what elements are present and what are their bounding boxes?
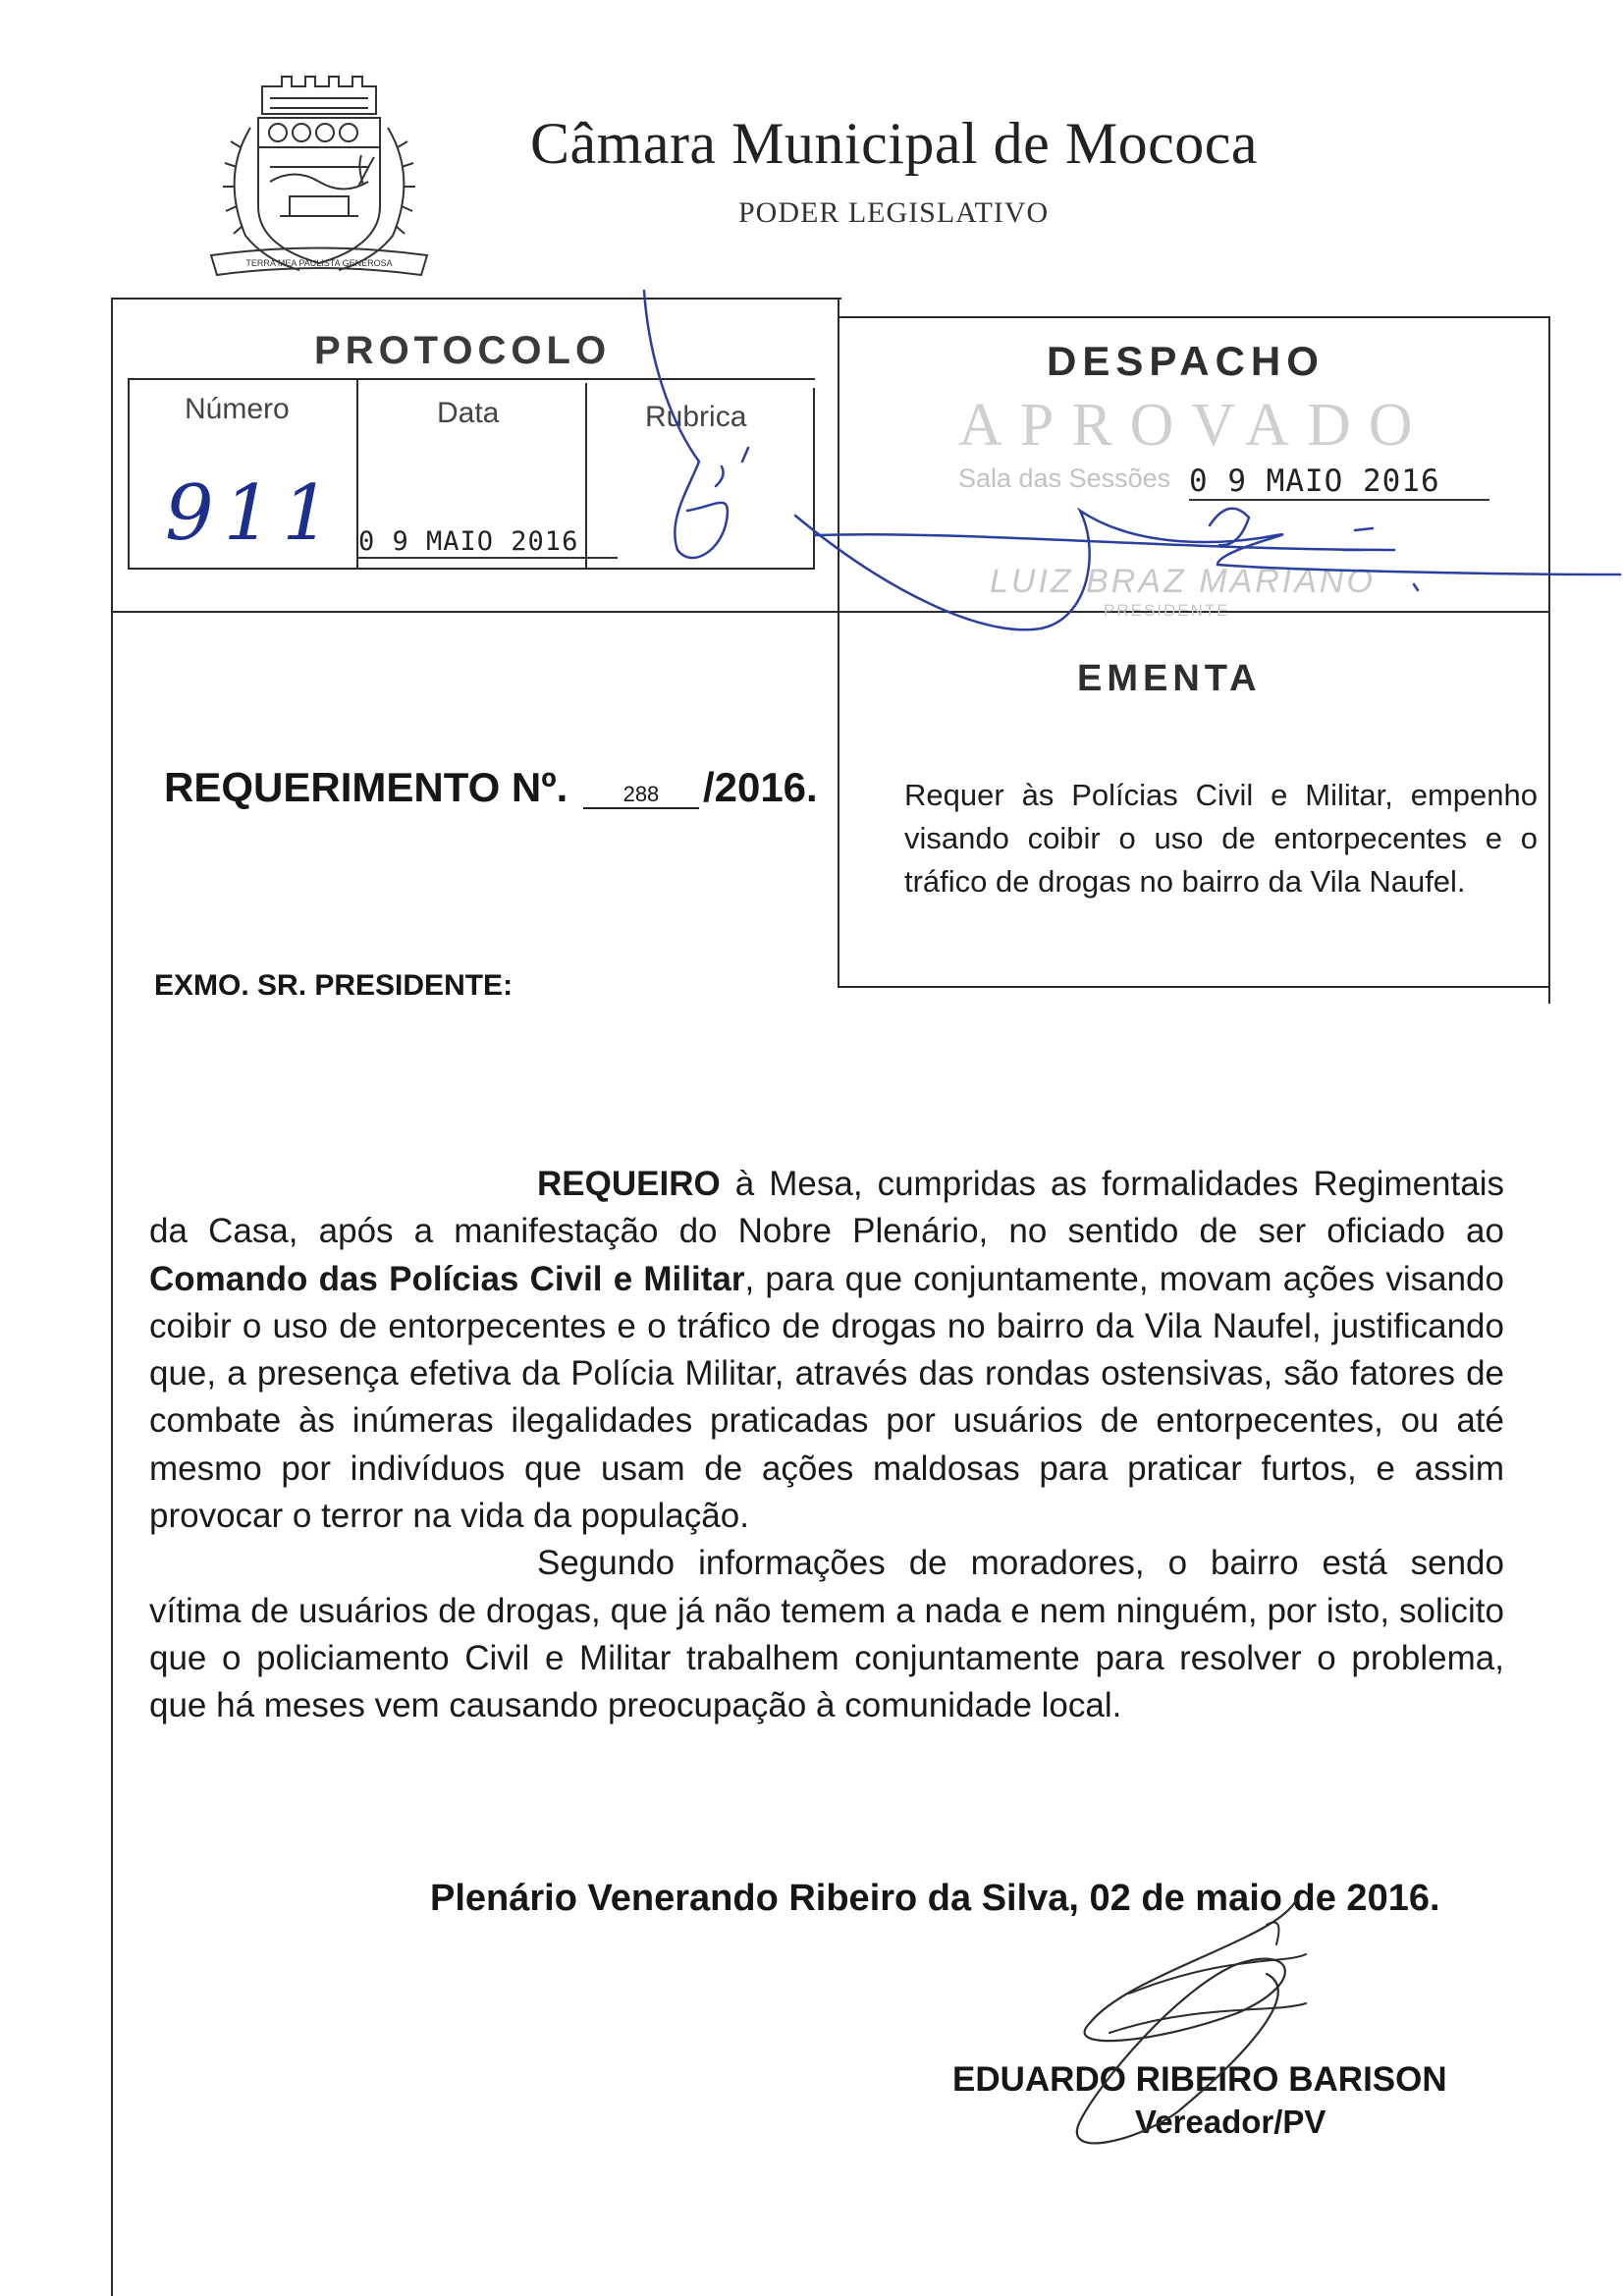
protocolo-rubrica-label: Rubrica [645, 401, 747, 433]
body-text [149, 1161, 1504, 1730]
frame-left [111, 298, 113, 2296]
protocolo-grid-right [813, 388, 815, 570]
frame-right [1548, 316, 1550, 1004]
municipal-crest-logo [201, 69, 437, 290]
signer-name: EDUARDO RIBEIRO BARISON [952, 2060, 1447, 2099]
body-p1-bold: Comando das Polícias Civil e Militar [149, 1259, 745, 1298]
protocolo-date-label: Data [437, 397, 500, 429]
frame-middle-vertical [838, 300, 839, 987]
body-p1-part-a: à Mesa, cumpridas as formalidades Regimentais da Casa, após a manifestação do Nobre Plenário, no sentido de ser oficiado ao [149, 1165, 1504, 1251]
approved-stamp-date: 0 9 MAIO 2016 [1189, 464, 1489, 501]
protocolo-number-handwritten: 911 [165, 469, 341, 558]
protocolo-grid-top [128, 378, 815, 380]
approved-stamp-president-role: PRESIDENTE [1104, 601, 1230, 620]
frame-horizontal-divider [111, 611, 1550, 613]
protocolo-title: PROTOCOLO [314, 329, 612, 372]
approved-stamp-sessions-label: Sala das Sessões [958, 464, 1171, 493]
chamber-subtitle: PODER LEGISLATIVO [738, 196, 1050, 229]
approved-stamp-president-name: LUIZ BRAZ MARIANO [990, 563, 1376, 600]
chamber-name: Câmara Municipal de Mococa [530, 111, 1259, 176]
signer-role: Vereador/PV [1135, 2104, 1326, 2140]
requerimento-heading [164, 764, 818, 811]
salutation: EXMO. SR. PRESIDENTE: [154, 969, 514, 1002]
despacho-title: DESPACHO [1047, 338, 1325, 384]
approved-stamp-status: APROVADO [958, 392, 1431, 459]
ementa-text: Requer às Polícias Civil e Militar, empenho visando coibir o uso de entorpecentes e o tráfico de drogas no bairro da Vila Naufel. [904, 778, 1538, 899]
crest-motto: TERRA MEA PAULISTA GENEROSA [245, 258, 393, 268]
body-p1-lead: REQUEIRO [537, 1165, 721, 1203]
frame-top-left [111, 298, 841, 300]
body-paragraph-1 [149, 1161, 1504, 1540]
protocolo-date-stamp: 0 9 MAIO 2016 [358, 526, 618, 559]
body-p1-part-b: , para que conjuntamente, movam ações visando coibir o uso de entorpecentes e o tráfico de drogas no bairro da Vila Naufel, justificando que, a presença efetiva da Polícia Militar, através das rondas ostensivas, são fatores de combate às inúmeras ilegalidades praticadas por usuários de entorpecentes, ou até mesmo por indivíduos que usam de ações maldosas para praticar furtos, e assim provocar o terror na vida da população. [149, 1259, 1504, 1536]
closing-line: Plenário Venerando Ribeiro da Silva, 02 de maio de 2016. [430, 1878, 1440, 1919]
protocolo-grid-bottom [128, 568, 815, 570]
protocolo-grid-left [128, 378, 130, 570]
requerimento-prefix: REQUERIMENTO Nº. [164, 764, 568, 810]
protocolo-number-label: Número [185, 393, 290, 425]
requerimento-suffix: /2016. [702, 764, 818, 810]
ementa-box-bottom [838, 986, 1550, 988]
frame-top-right [839, 316, 1550, 318]
ementa-title: EMENTA [1077, 658, 1262, 699]
requerimento-number: 288 [583, 782, 699, 809]
body-paragraph-2: Segundo informações de moradores, o bairro está sendo vítima de usuários de drogas, que já não temem a nada e nem ninguém, por isto, solicito que o policiamento Civil e Militar trabalhem conjuntamente para resolver o problema, que há meses vem causando preocupação à comunidade local. [149, 1544, 1504, 1725]
